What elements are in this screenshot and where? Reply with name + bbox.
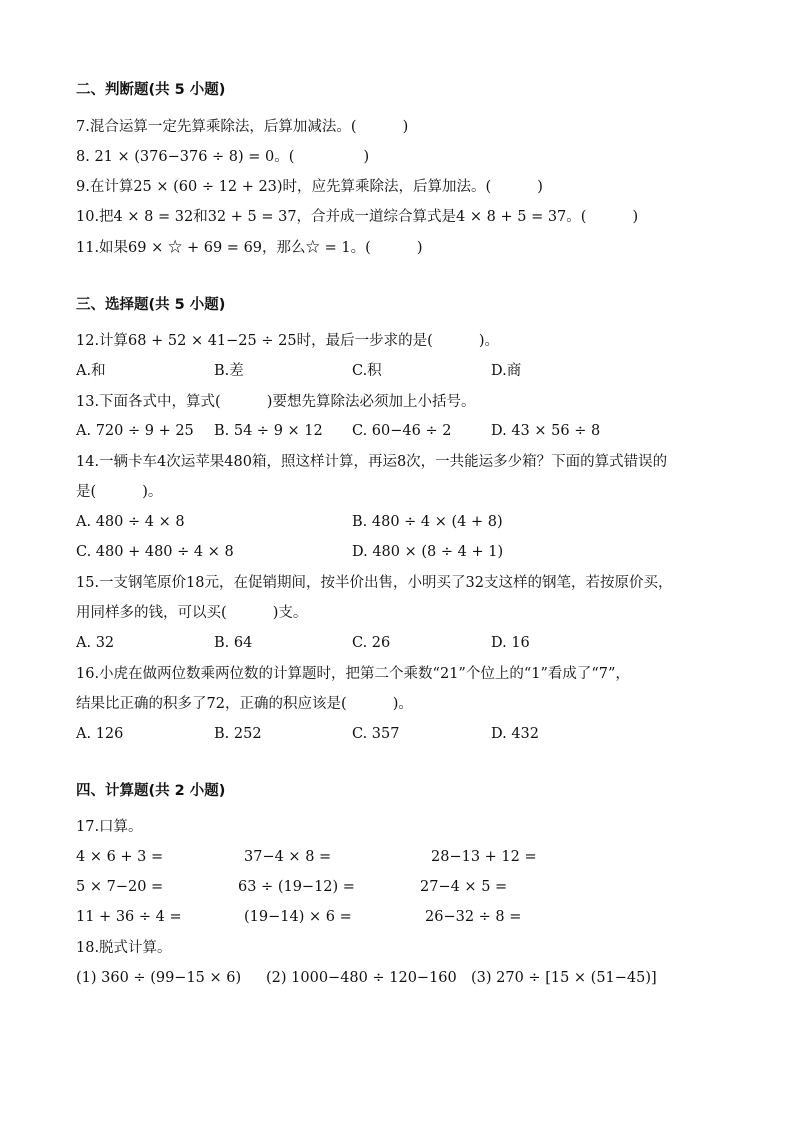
q14-option-a: A. 480 ÷ 4 × 8	[76, 514, 185, 530]
oral-calc-item: 63 ÷ (19−12) =	[238, 879, 355, 895]
question-9: 9.在计算25 × (60 ÷ 12 + 23)时，应先算乘除法，后算加法。( )	[76, 179, 543, 195]
q14-option-c: C. 480 + 480 ÷ 4 × 8	[76, 544, 234, 560]
oral-calc-item: 27−4 × 5 =	[420, 879, 508, 895]
q15-option-b: B. 64	[214, 635, 253, 651]
q13-option-b: B. 54 ÷ 9 × 12	[214, 423, 323, 439]
q12-option-a: A.和	[76, 363, 106, 379]
question-14-line2: 是( )。	[76, 484, 163, 500]
q16-option-a: A. 126	[76, 726, 124, 742]
q16-option-d: D. 432	[491, 726, 540, 742]
q13-option-c: C. 60−46 ÷ 2	[352, 423, 452, 439]
step-calc-item-2: (2) 1000−480 ÷ 120−160	[266, 970, 457, 986]
oral-calc-item: 5 × 7−20 =	[76, 879, 164, 895]
oral-calc-item: 26−32 ÷ 8 =	[425, 909, 522, 925]
step-calc-item-1: (1) 360 ÷ (99−15 × 6)	[76, 970, 242, 986]
question-16-line2: 结果比正确的积多了72，正确的积应该是( )。	[76, 696, 413, 712]
step-calc-item-3: (3) 270 ÷ [15 × (51−45)]	[471, 970, 657, 986]
q13-option-a: A. 720 ÷ 9 + 25	[76, 423, 194, 439]
question-8: 8. 21 × (376−376 ÷ 8) = 0。( )	[76, 149, 370, 165]
oral-calc-item: 4 × 6 + 3 =	[76, 849, 164, 865]
oral-calc-item: 11 + 36 ÷ 4 =	[76, 909, 182, 925]
question-13: 13.下面各式中，算式( )要想先算除法必须加上小括号。	[76, 394, 476, 410]
q15-option-a: A. 32	[76, 635, 115, 651]
section-title-calc: 四、计算题(共 2 小题)	[76, 783, 226, 799]
question-10: 10.把4 × 8 = 32和32 + 5 = 37，合并成一道综合算式是4 × 8 + 5 = 37。( )	[76, 209, 639, 225]
question-18: 18.脱式计算。	[76, 940, 172, 956]
q14-option-d: D. 480 × (8 ÷ 4 + 1)	[352, 544, 504, 560]
question-12: 12.计算68 + 52 × 41−25 ÷ 25时，最后一步求的是( )。	[76, 333, 499, 349]
section-title-judge: 二、判断题(共 5 小题)	[76, 82, 226, 98]
q13-option-d: D. 43 × 56 ÷ 8	[491, 423, 601, 439]
q12-option-d: D.商	[491, 363, 522, 379]
question-17: 17.口算。	[76, 819, 143, 835]
q15-option-c: C. 26	[352, 635, 391, 651]
question-15-line2: 用同样多的钱，可以买( )支。	[76, 605, 308, 621]
oral-calc-item: 37−4 × 8 =	[244, 849, 332, 865]
section-title-choice: 三、选择题(共 5 小题)	[76, 297, 226, 313]
question-11: 11.如果69 × ☆ + 69 = 69，那么☆ = 1。( )	[76, 240, 423, 256]
question-16-line1: 16.小虎在做两位数乘两位数的计算题时，把第二个乘数“21”个位上的“1”看成了“7”，	[76, 666, 630, 682]
q16-option-c: C. 357	[352, 726, 400, 742]
oral-calc-item: 28−13 + 12 =	[431, 849, 537, 865]
question-7: 7.混合运算一定先算乘除法，后算加减法。( )	[76, 119, 409, 135]
q15-option-d: D. 16	[491, 635, 530, 651]
q16-option-b: B. 252	[214, 726, 262, 742]
question-14-line1: 14.一辆卡车4次运苹果480箱，照这样计算，再运8次，一共能运多少箱？下面的算式错误的	[76, 454, 668, 470]
q12-option-b: B.差	[214, 363, 244, 379]
oral-calc-item: (19−14) × 6 =	[244, 909, 352, 925]
q14-option-b: B. 480 ÷ 4 × (4 + 8)	[352, 514, 503, 530]
q12-option-c: C.积	[352, 363, 382, 379]
question-15-line1: 15.一支钢笔原价18元，在促销期间，按半价出售，小明买了32支这样的钢笔，若按原价买，	[76, 575, 673, 591]
